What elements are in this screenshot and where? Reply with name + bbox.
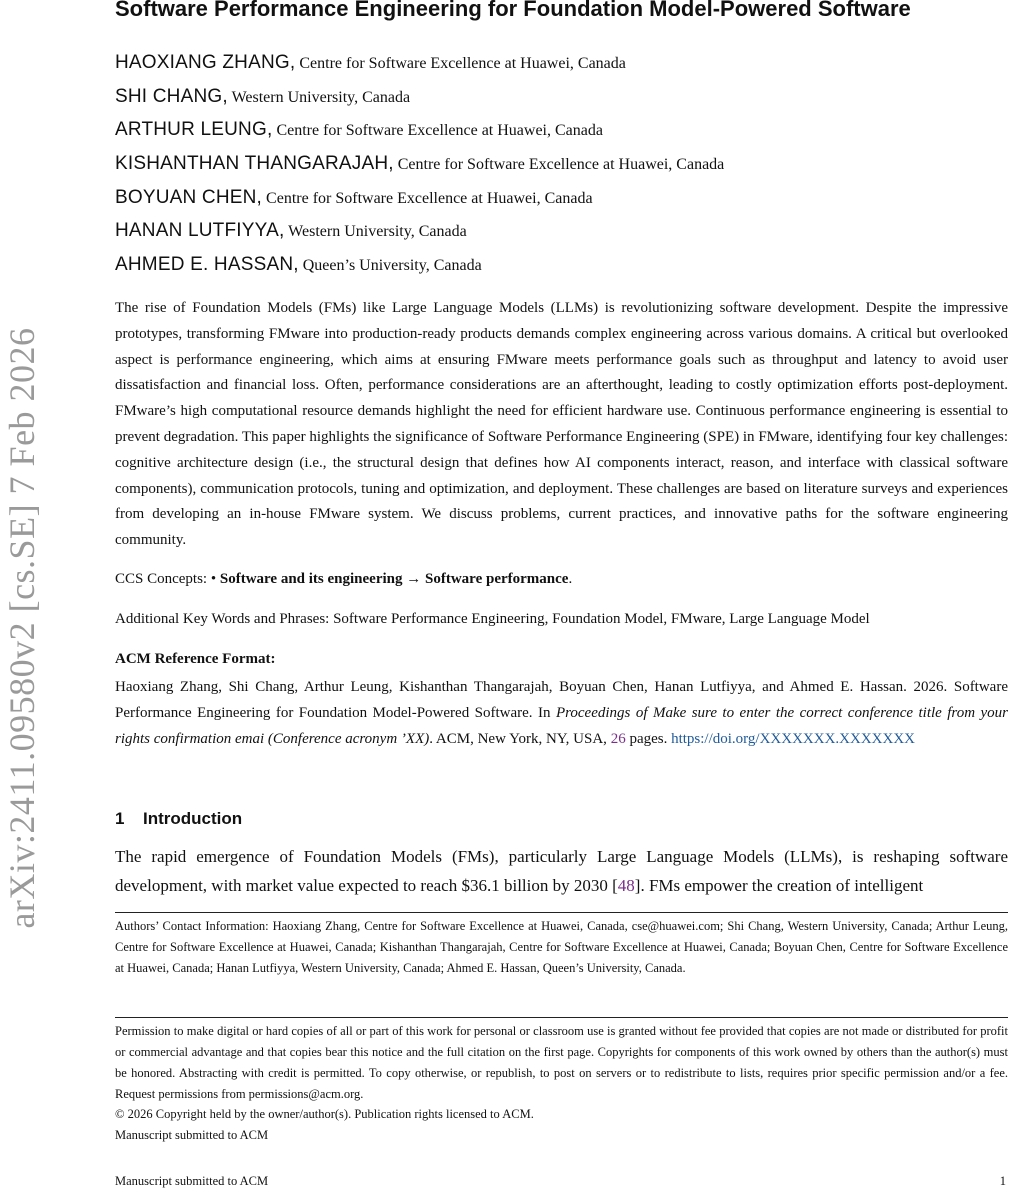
page-number: 1 [999, 1174, 1006, 1188]
reference-publisher: . ACM, New York, NY, USA, [429, 730, 611, 747]
contact-footnote: Authors’ Contact Information: Haoxiang Zhang, Centre for Software Excellence at Huawei, Canada, cse@huawei.com; Shi Chang, Western University, Canada; Arthur Leung, Centre for Software Excellence at Huawei, Canada; Kishanthan Thangarajah, Centre for Software Excellence at Huawei, Canada; Boyuan Chen, Centre for Software Excellence at Huawei, Canada; Hanan Lutfiyya, Western University, Canada; Ahmed E. Hassan, Queen’s University, Canada. [115, 919, 1008, 975]
ccs-arrow: → [402, 571, 426, 587]
arxiv-identifier: arXiv:2411.09580v2 [cs.SE] 7 Feb 2026 [2, 327, 42, 929]
permission-divider [115, 1017, 1008, 1018]
author-affiliation: Queen’s University, Canada [298, 257, 482, 275]
ccs-subconcept: Software performance [425, 571, 569, 587]
reference-pages-word: pages. [625, 730, 672, 747]
manuscript-notice: Manuscript submitted to ACM [115, 1128, 269, 1142]
intro-text: The rapid emergence of Foundation Models (FMs), particularly Large Language Models (LLMs), is reshaping software development, with market value expected to reach $36.1 billion by 2030 [ [115, 847, 1008, 895]
author-entry [115, 149, 1008, 183]
reference-format-heading: ACM Reference Format: [115, 651, 276, 667]
page-footer [115, 1174, 1008, 1189]
author-affiliation: Centre for Software Excellence at Huawei, Canada [393, 156, 725, 174]
reference-authors: Haoxiang Zhang, Shi Chang, Arthur Leung, Kishanthan Thangarajah, Boyuan Chen, Hanan Lutfiyya, and Ahmed E. Hassan. 2026. Software Performance Engineering for Foundation Model-Powered Software. In [115, 679, 1008, 721]
ccs-label: CCS Concepts: [115, 571, 211, 587]
doi-link[interactable]: https://doi.org/XXXXXXX.XXXXXXX [671, 730, 915, 747]
author-affiliation: Western University, Canada [284, 223, 467, 241]
permission-notice: Permission to make digital or hard copies of all or part of this work for personal or classroom use is granted without fee provided that copies are not made or distributed for profit or commercial advantage and that copies bear this notice and the full citation on the first page. Copyrights for components of this work owned by others than the author(s) must be honored. Abstracting with credit is permitted. To copy otherwise, or republish, to post on servers or to redistribute to lists, requires prior specific permission and/or a fee. Request permissions from permissions@acm.org. [115, 1024, 1008, 1101]
page-count-link[interactable]: 26 [610, 730, 626, 747]
reference-venue: Proceedings of Make sure to enter the correct conference title from your rights confirmation emai (Conference acronym ’XX) [115, 704, 1008, 747]
author-entry [115, 250, 1008, 284]
ccs-concept: Software and its engineering [219, 571, 403, 587]
author-name: BOYUAN CHEN, [115, 186, 263, 208]
author-affiliation: Centre for Software Excellence at Huawei, Canada [272, 122, 603, 140]
copyright-notice: © 2026 Copyright held by the owner/author(s). Publication rights licensed to ACM. [115, 1107, 534, 1121]
author-name: SHI CHANG, [115, 85, 228, 107]
section-heading [115, 809, 242, 829]
footer-left: Manuscript submitted to ACM [115, 1174, 269, 1188]
ccs-end: . [568, 571, 573, 587]
section-title: Introduction [143, 809, 243, 828]
author-name: HAOXIANG ZHANG, [115, 52, 296, 73]
ccs-bullet: • [210, 571, 220, 587]
author-entry [115, 115, 1008, 149]
author-name: HANAN LUTFIYYA, [115, 220, 285, 242]
abstract: The rise of Foundation Models (FMs) like Large Language Models (LLMs) is revolutionizing software development. Despite the impressive prototypes, transforming FMware into production-ready products demands complex engineering across various domains. A critical but overlooked aspect is performance engineering, which aims at ensuring FMware meets performance goals such as throughput and latency to avoid user dissatisfaction and financial loss. Often, performance considerations are an afterthought, leading to costly optimization efforts post-deployment. FMware’s high computational resource demands highlight the need for efficient hardware use. Continuous performance engineering is essential to prevent degradation. This paper highlights the significance of Software Performance Engineering (SPE) in FMware, identifying four key challenges: cognitive architecture design (i.e., the structural design that defines how AI components interact, reason, and interface with classical software components), communication protocols, tuning and optimization, and deployment. These challenges are based on literature surveys and experiences from developing an in-house FMware system. We discuss problems, current practices, and innovative paths for the software engineering community. [115, 300, 1008, 549]
ccs-concepts [115, 571, 572, 588]
reference-format [115, 675, 1008, 752]
citation-link[interactable]: 48 [617, 876, 635, 895]
introduction-paragraph [115, 842, 1008, 900]
author-name: AHMED E. HASSAN, [115, 254, 299, 276]
arxiv-sidebar [2, 0, 42, 1192]
author-affiliation: Centre for Software Excellence at Huawei, Canada [262, 189, 593, 207]
author-name: KISHANTHAN THANGARAJAH, [115, 153, 394, 175]
paper-title: Software Performance Engineering for Foundation Model-Powered Software [115, 0, 911, 21]
section-number: 1 [115, 809, 125, 828]
author-entry [115, 82, 1008, 116]
author-name: ARTHUR LEUNG, [115, 119, 273, 141]
author-entry [115, 48, 1008, 82]
intro-text-continued: ]. FMs empower the creation of intelligent [634, 876, 924, 895]
author-entry [115, 183, 1008, 217]
author-affiliation: Centre for Software Excellence at Huawei, Canada [295, 55, 626, 72]
author-list [115, 48, 1008, 284]
author-affiliation: Western University, Canada [227, 88, 411, 106]
author-entry [115, 216, 1008, 250]
keywords: Additional Key Words and Phrases: Software Performance Engineering, Foundation Model, FMware, Large Language Model [115, 611, 870, 627]
footnote-divider [115, 912, 1008, 913]
